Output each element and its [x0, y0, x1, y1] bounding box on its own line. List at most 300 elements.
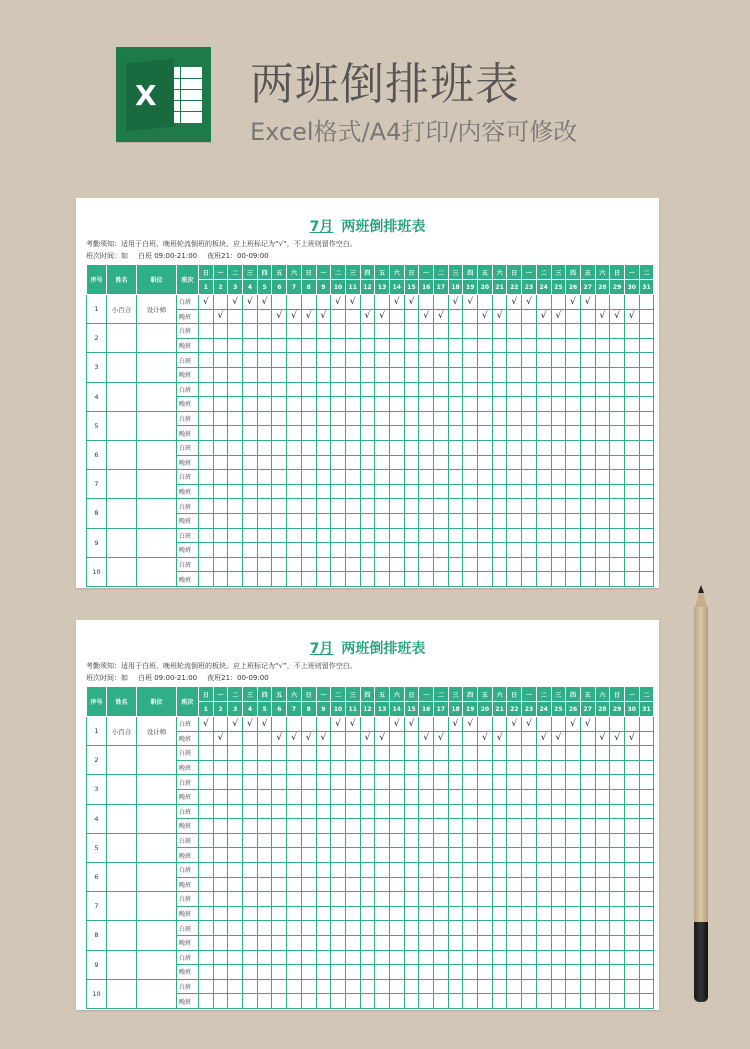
schedule-cell[interactable]	[507, 309, 522, 324]
schedule-cell[interactable]	[243, 426, 258, 441]
schedule-cell[interactable]	[580, 324, 595, 339]
schedule-cell[interactable]	[301, 833, 316, 848]
schedule-cell[interactable]	[551, 557, 566, 572]
schedule-cell[interactable]	[316, 819, 331, 834]
schedule-cell[interactable]	[522, 877, 537, 892]
schedule-cell[interactable]	[243, 877, 258, 892]
schedule-cell[interactable]	[199, 528, 214, 543]
schedule-cell[interactable]	[551, 543, 566, 558]
schedule-cell[interactable]	[345, 309, 360, 324]
schedule-cell[interactable]	[375, 979, 390, 994]
schedule-cell[interactable]	[536, 455, 551, 470]
schedule-cell[interactable]	[492, 804, 507, 819]
schedule-cell[interactable]	[566, 892, 581, 907]
schedule-cell[interactable]	[272, 965, 287, 980]
employee-position[interactable]	[137, 950, 177, 979]
schedule-cell[interactable]	[287, 789, 302, 804]
schedule-cell[interactable]	[507, 455, 522, 470]
schedule-cell[interactable]: √	[345, 717, 360, 732]
schedule-cell[interactable]	[463, 353, 478, 368]
schedule-cell[interactable]	[595, 382, 610, 397]
schedule-cell[interactable]	[345, 572, 360, 587]
schedule-cell[interactable]	[492, 382, 507, 397]
schedule-cell[interactable]	[389, 950, 404, 965]
schedule-cell[interactable]	[522, 397, 537, 412]
schedule-cell[interactable]	[213, 775, 228, 790]
schedule-cell[interactable]	[551, 484, 566, 499]
schedule-cell[interactable]	[228, 833, 243, 848]
schedule-cell[interactable]	[580, 965, 595, 980]
schedule-cell[interactable]	[199, 499, 214, 514]
schedule-cell[interactable]	[595, 543, 610, 558]
schedule-cell[interactable]	[404, 789, 419, 804]
schedule-cell[interactable]	[551, 833, 566, 848]
schedule-cell[interactable]	[228, 499, 243, 514]
schedule-cell[interactable]	[257, 760, 272, 775]
schedule-cell[interactable]	[639, 557, 654, 572]
schedule-cell[interactable]	[375, 338, 390, 353]
schedule-cell[interactable]	[199, 979, 214, 994]
employee-position[interactable]	[137, 921, 177, 950]
schedule-cell[interactable]	[257, 309, 272, 324]
schedule-cell[interactable]	[287, 833, 302, 848]
schedule-cell[interactable]	[434, 892, 449, 907]
schedule-cell[interactable]	[448, 440, 463, 455]
schedule-cell[interactable]	[257, 862, 272, 877]
schedule-cell[interactable]	[478, 892, 493, 907]
schedule-cell[interactable]	[639, 382, 654, 397]
schedule-cell[interactable]	[272, 760, 287, 775]
schedule-cell[interactable]	[389, 906, 404, 921]
schedule-cell[interactable]	[536, 295, 551, 310]
schedule-cell[interactable]	[243, 440, 258, 455]
schedule-cell[interactable]	[272, 775, 287, 790]
schedule-cell[interactable]	[301, 950, 316, 965]
schedule-cell[interactable]	[434, 440, 449, 455]
schedule-cell[interactable]	[463, 324, 478, 339]
schedule-cell[interactable]	[551, 877, 566, 892]
schedule-cell[interactable]	[404, 775, 419, 790]
schedule-cell[interactable]: √	[507, 295, 522, 310]
schedule-cell[interactable]	[595, 295, 610, 310]
schedule-cell[interactable]	[228, 528, 243, 543]
schedule-cell[interactable]	[316, 906, 331, 921]
schedule-cell[interactable]	[580, 572, 595, 587]
schedule-cell[interactable]	[536, 470, 551, 485]
schedule-cell[interactable]	[360, 746, 375, 761]
schedule-cell[interactable]	[624, 892, 639, 907]
schedule-cell[interactable]	[536, 979, 551, 994]
employee-index[interactable]: 2	[87, 746, 107, 775]
schedule-cell[interactable]	[331, 397, 346, 412]
schedule-cell[interactable]	[624, 965, 639, 980]
schedule-cell[interactable]	[434, 470, 449, 485]
schedule-cell[interactable]	[213, 528, 228, 543]
schedule-cell[interactable]	[434, 353, 449, 368]
schedule-cell[interactable]	[301, 804, 316, 819]
schedule-cell[interactable]	[331, 906, 346, 921]
schedule-cell[interactable]	[580, 950, 595, 965]
schedule-cell[interactable]	[389, 426, 404, 441]
schedule-cell[interactable]	[522, 979, 537, 994]
schedule-cell[interactable]	[639, 367, 654, 382]
schedule-cell[interactable]	[434, 295, 449, 310]
schedule-cell[interactable]	[522, 819, 537, 834]
schedule-cell[interactable]	[389, 470, 404, 485]
schedule-cell[interactable]	[434, 455, 449, 470]
schedule-cell[interactable]	[580, 499, 595, 514]
schedule-cell[interactable]	[478, 543, 493, 558]
schedule-cell[interactable]	[287, 921, 302, 936]
schedule-cell[interactable]	[404, 440, 419, 455]
schedule-cell[interactable]	[419, 921, 434, 936]
schedule-cell[interactable]	[624, 382, 639, 397]
schedule-cell[interactable]	[551, 789, 566, 804]
schedule-cell[interactable]: √	[463, 717, 478, 732]
employee-index[interactable]: 5	[87, 833, 107, 862]
schedule-cell[interactable]	[213, 557, 228, 572]
schedule-cell[interactable]	[301, 440, 316, 455]
schedule-cell[interactable]	[404, 892, 419, 907]
schedule-cell[interactable]	[389, 877, 404, 892]
schedule-cell[interactable]: √	[199, 717, 214, 732]
schedule-cell[interactable]	[492, 717, 507, 732]
schedule-cell[interactable]	[434, 484, 449, 499]
schedule-cell[interactable]	[257, 965, 272, 980]
schedule-cell[interactable]	[434, 528, 449, 543]
schedule-cell[interactable]	[419, 833, 434, 848]
schedule-cell[interactable]	[478, 353, 493, 368]
schedule-cell[interactable]	[301, 295, 316, 310]
schedule-cell[interactable]	[228, 397, 243, 412]
schedule-cell[interactable]	[478, 411, 493, 426]
schedule-cell[interactable]	[404, 935, 419, 950]
schedule-cell[interactable]	[536, 397, 551, 412]
employee-index[interactable]: 5	[87, 411, 107, 440]
schedule-cell[interactable]	[522, 367, 537, 382]
schedule-cell[interactable]	[551, 892, 566, 907]
schedule-cell[interactable]	[345, 789, 360, 804]
schedule-cell[interactable]	[478, 877, 493, 892]
schedule-cell[interactable]	[228, 935, 243, 950]
schedule-cell[interactable]	[199, 338, 214, 353]
schedule-cell[interactable]	[492, 994, 507, 1009]
schedule-cell[interactable]	[507, 543, 522, 558]
schedule-cell[interactable]	[507, 499, 522, 514]
schedule-cell[interactable]	[228, 760, 243, 775]
schedule-cell[interactable]	[434, 906, 449, 921]
schedule-cell[interactable]	[448, 906, 463, 921]
schedule-cell[interactable]	[287, 746, 302, 761]
schedule-cell[interactable]	[213, 426, 228, 441]
schedule-cell[interactable]	[507, 440, 522, 455]
schedule-cell[interactable]	[316, 499, 331, 514]
schedule-cell[interactable]	[316, 950, 331, 965]
schedule-cell[interactable]: √	[360, 731, 375, 746]
schedule-cell[interactable]	[199, 760, 214, 775]
schedule-cell[interactable]	[213, 833, 228, 848]
schedule-cell[interactable]	[375, 572, 390, 587]
schedule-cell[interactable]	[345, 528, 360, 543]
schedule-cell[interactable]	[316, 543, 331, 558]
schedule-cell[interactable]	[257, 470, 272, 485]
schedule-cell[interactable]	[213, 877, 228, 892]
schedule-cell[interactable]	[566, 426, 581, 441]
schedule-cell[interactable]	[316, 367, 331, 382]
schedule-cell[interactable]	[360, 440, 375, 455]
schedule-cell[interactable]	[434, 557, 449, 572]
schedule-cell[interactable]	[419, 426, 434, 441]
schedule-cell[interactable]	[287, 426, 302, 441]
schedule-cell[interactable]	[389, 789, 404, 804]
schedule-cell[interactable]	[213, 862, 228, 877]
schedule-cell[interactable]	[228, 513, 243, 528]
employee-position[interactable]	[137, 862, 177, 891]
schedule-cell[interactable]	[287, 353, 302, 368]
schedule-cell[interactable]	[287, 979, 302, 994]
schedule-cell[interactable]	[360, 877, 375, 892]
schedule-cell[interactable]	[257, 935, 272, 950]
employee-name[interactable]	[107, 528, 137, 557]
schedule-cell[interactable]	[228, 906, 243, 921]
schedule-cell[interactable]	[536, 367, 551, 382]
schedule-cell[interactable]	[463, 731, 478, 746]
schedule-cell[interactable]: √	[301, 731, 316, 746]
schedule-cell[interactable]	[580, 382, 595, 397]
schedule-cell[interactable]	[360, 353, 375, 368]
schedule-cell[interactable]	[492, 426, 507, 441]
schedule-cell[interactable]	[272, 906, 287, 921]
schedule-cell[interactable]	[492, 455, 507, 470]
schedule-cell[interactable]	[463, 789, 478, 804]
schedule-cell[interactable]	[389, 921, 404, 936]
schedule-cell[interactable]: √	[287, 731, 302, 746]
schedule-cell[interactable]	[331, 455, 346, 470]
employee-name[interactable]	[107, 411, 137, 440]
schedule-cell[interactable]	[243, 746, 258, 761]
schedule-cell[interactable]: √	[448, 295, 463, 310]
schedule-cell[interactable]	[345, 775, 360, 790]
schedule-cell[interactable]	[610, 397, 625, 412]
schedule-cell[interactable]	[478, 746, 493, 761]
schedule-cell[interactable]	[595, 426, 610, 441]
schedule-cell[interactable]	[287, 862, 302, 877]
schedule-cell[interactable]	[389, 513, 404, 528]
schedule-cell[interactable]	[287, 411, 302, 426]
schedule-cell[interactable]	[243, 543, 258, 558]
schedule-cell[interactable]	[257, 877, 272, 892]
schedule-cell[interactable]	[287, 484, 302, 499]
schedule-cell[interactable]	[624, 848, 639, 863]
employee-name[interactable]	[107, 833, 137, 862]
schedule-cell[interactable]	[624, 426, 639, 441]
schedule-cell[interactable]: √	[492, 731, 507, 746]
schedule-cell[interactable]	[478, 979, 493, 994]
schedule-cell[interactable]	[580, 848, 595, 863]
schedule-cell[interactable]	[228, 892, 243, 907]
schedule-cell[interactable]	[639, 804, 654, 819]
schedule-cell[interactable]	[272, 921, 287, 936]
schedule-cell[interactable]	[536, 382, 551, 397]
schedule-cell[interactable]	[360, 470, 375, 485]
schedule-cell[interactable]	[580, 994, 595, 1009]
schedule-cell[interactable]	[624, 906, 639, 921]
schedule-cell[interactable]	[536, 338, 551, 353]
schedule-cell[interactable]	[243, 921, 258, 936]
employee-name[interactable]	[107, 324, 137, 353]
schedule-cell[interactable]	[580, 789, 595, 804]
schedule-cell[interactable]	[507, 528, 522, 543]
schedule-cell[interactable]	[345, 484, 360, 499]
schedule-cell[interactable]	[595, 440, 610, 455]
employee-name[interactable]	[107, 775, 137, 804]
schedule-cell[interactable]: √	[301, 309, 316, 324]
schedule-cell[interactable]	[316, 295, 331, 310]
schedule-cell[interactable]	[551, 746, 566, 761]
schedule-cell[interactable]	[375, 324, 390, 339]
schedule-cell[interactable]	[610, 994, 625, 1009]
schedule-cell[interactable]	[624, 572, 639, 587]
schedule-cell[interactable]	[331, 877, 346, 892]
schedule-cell[interactable]	[580, 543, 595, 558]
schedule-cell[interactable]	[580, 906, 595, 921]
schedule-cell[interactable]	[331, 775, 346, 790]
schedule-cell[interactable]	[478, 295, 493, 310]
schedule-cell[interactable]	[243, 760, 258, 775]
schedule-cell[interactable]	[272, 862, 287, 877]
schedule-cell[interactable]	[213, 543, 228, 558]
schedule-cell[interactable]	[404, 411, 419, 426]
schedule-cell[interactable]	[287, 760, 302, 775]
schedule-cell[interactable]	[507, 877, 522, 892]
schedule-cell[interactable]	[566, 528, 581, 543]
schedule-cell[interactable]	[507, 921, 522, 936]
schedule-cell[interactable]	[419, 906, 434, 921]
schedule-cell[interactable]	[610, 965, 625, 980]
schedule-cell[interactable]	[272, 543, 287, 558]
schedule-cell[interactable]	[639, 935, 654, 950]
schedule-cell[interactable]	[566, 979, 581, 994]
schedule-cell[interactable]	[580, 775, 595, 790]
schedule-cell[interactable]	[448, 513, 463, 528]
schedule-cell[interactable]: √	[610, 309, 625, 324]
schedule-cell[interactable]	[257, 382, 272, 397]
schedule-cell[interactable]	[360, 789, 375, 804]
employee-index[interactable]: 4	[87, 382, 107, 411]
schedule-cell[interactable]	[580, 484, 595, 499]
schedule-cell[interactable]	[404, 848, 419, 863]
schedule-cell[interactable]: √	[595, 309, 610, 324]
schedule-cell[interactable]	[492, 906, 507, 921]
schedule-cell[interactable]	[360, 906, 375, 921]
schedule-cell[interactable]	[199, 935, 214, 950]
schedule-cell[interactable]	[213, 484, 228, 499]
schedule-cell[interactable]	[228, 543, 243, 558]
employee-position[interactable]: 设计师	[137, 717, 177, 746]
schedule-cell[interactable]	[345, 499, 360, 514]
schedule-cell[interactable]: √	[375, 309, 390, 324]
schedule-cell[interactable]	[448, 367, 463, 382]
schedule-cell[interactable]	[624, 819, 639, 834]
schedule-cell[interactable]	[551, 499, 566, 514]
schedule-cell[interactable]	[360, 382, 375, 397]
schedule-cell[interactable]	[331, 994, 346, 1009]
schedule-cell[interactable]	[639, 397, 654, 412]
schedule-cell[interactable]: √	[551, 731, 566, 746]
schedule-cell[interactable]	[536, 789, 551, 804]
schedule-cell[interactable]	[301, 862, 316, 877]
schedule-cell[interactable]	[272, 833, 287, 848]
schedule-cell[interactable]	[301, 979, 316, 994]
schedule-cell[interactable]	[595, 528, 610, 543]
schedule-cell[interactable]	[199, 892, 214, 907]
schedule-cell[interactable]	[566, 470, 581, 485]
schedule-cell[interactable]	[448, 994, 463, 1009]
schedule-cell[interactable]	[463, 338, 478, 353]
schedule-cell[interactable]	[507, 426, 522, 441]
schedule-cell[interactable]	[389, 499, 404, 514]
schedule-cell[interactable]	[360, 528, 375, 543]
schedule-cell[interactable]	[522, 789, 537, 804]
schedule-cell[interactable]	[213, 892, 228, 907]
schedule-cell[interactable]	[360, 833, 375, 848]
schedule-cell[interactable]	[389, 367, 404, 382]
schedule-cell[interactable]	[389, 338, 404, 353]
schedule-cell[interactable]	[595, 994, 610, 1009]
schedule-cell[interactable]	[375, 877, 390, 892]
schedule-cell[interactable]	[580, 746, 595, 761]
employee-index[interactable]: 2	[87, 324, 107, 353]
schedule-cell[interactable]	[610, 455, 625, 470]
schedule-cell[interactable]	[551, 382, 566, 397]
schedule-cell[interactable]	[522, 440, 537, 455]
schedule-cell[interactable]	[536, 717, 551, 732]
schedule-cell[interactable]	[213, 804, 228, 819]
schedule-cell[interactable]	[551, 426, 566, 441]
schedule-cell[interactable]	[536, 833, 551, 848]
schedule-cell[interactable]	[610, 819, 625, 834]
schedule-cell[interactable]	[522, 528, 537, 543]
schedule-cell[interactable]	[434, 965, 449, 980]
schedule-cell[interactable]	[522, 426, 537, 441]
schedule-cell[interactable]	[536, 513, 551, 528]
schedule-cell[interactable]	[434, 338, 449, 353]
schedule-cell[interactable]	[463, 746, 478, 761]
schedule-cell[interactable]	[492, 819, 507, 834]
schedule-cell[interactable]	[404, 543, 419, 558]
schedule-cell[interactable]	[419, 411, 434, 426]
schedule-cell[interactable]	[213, 397, 228, 412]
schedule-cell[interactable]	[287, 965, 302, 980]
schedule-cell[interactable]	[478, 499, 493, 514]
employee-name[interactable]	[107, 557, 137, 586]
schedule-cell[interactable]	[463, 921, 478, 936]
schedule-cell[interactable]	[228, 950, 243, 965]
schedule-cell[interactable]	[639, 411, 654, 426]
schedule-cell[interactable]	[360, 921, 375, 936]
schedule-cell[interactable]	[257, 426, 272, 441]
employee-name[interactable]	[107, 921, 137, 950]
schedule-cell[interactable]	[360, 397, 375, 412]
schedule-cell[interactable]	[551, 760, 566, 775]
schedule-cell[interactable]	[345, 324, 360, 339]
employee-position[interactable]	[137, 382, 177, 411]
schedule-cell[interactable]	[478, 862, 493, 877]
schedule-cell[interactable]	[448, 979, 463, 994]
schedule-cell[interactable]: √	[389, 717, 404, 732]
schedule-cell[interactable]	[448, 950, 463, 965]
schedule-cell[interactable]	[375, 950, 390, 965]
